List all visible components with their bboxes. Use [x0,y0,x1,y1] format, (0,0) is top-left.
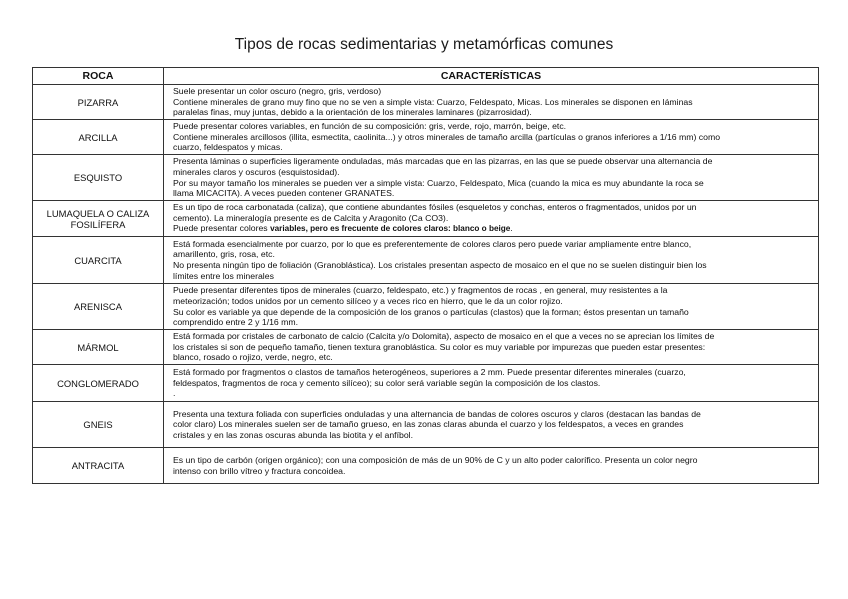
rock-description [164,402,819,448]
rock-description [164,448,819,484]
rock-name-antracita: ANTRACITA [33,448,164,484]
rock-name-gneis: GNEIS [33,402,164,448]
rock-name-lumaquela [33,201,164,237]
rocks-table [32,67,819,484]
description-line: Suele presentar un color oscuro (negro, gris, verdoso) [173,86,382,97]
header-rock: ROCA [33,68,164,85]
table-row [33,155,819,201]
rock-description [164,330,819,365]
rock-name-line: LUMAQUELA O CALIZA [46,207,150,219]
description-line: blanco, rosado o rojizo, verde, negro, etc. [173,352,333,363]
description-prefix: Puede presentar colores [173,223,271,234]
description-line: . [173,388,176,399]
description-line: Por su mayor tamaño los minerales se pueden ver a simple vista: Cuarzo, Feldespato, Mica (cuando la mica es muy abundante la roca se [173,177,704,188]
description-line: meteorización; todos unidos por un cemento silíceo y a veces rico en hierro, que le da un color rojizo. [173,295,563,306]
description-line [173,223,814,235]
rock-description [164,85,819,120]
description-line: Es un tipo de carbón (origen orgánico); con una composición de más de un 90% de C y un alto poder calorífico. Presenta un color negro [173,454,698,465]
description-line: cemento). La mineralogía presente es de Calcita y Aragonito (Ca CO3). [173,212,449,223]
description-line: Su color es variable ya que depende de la composición de los granos o partículas (clastos) que la forman; éstos presentan un tamaño [173,306,689,317]
description-line: llama MICACITA). A veces pueden contener GRANATES. [173,188,395,199]
table-row [33,237,819,284]
description-line: comprendido entre 2 y 1/16 mm. [173,317,299,328]
description-line: color claro) Los minerales suelen ser de tamaño grueso, en las zonas claras abunda el cuarzo y los feldespatos, a veces en grandes [173,419,684,430]
description-line: límites entre los minerales [173,270,274,281]
description-line: minerales claros y oscuros (esquistosidad). [173,166,340,177]
rock-description [164,237,819,284]
table-row [33,330,819,365]
description-line: Puede presentar diferentes tipos de minerales (cuarzo, feldespato, etc.) y fragmentos de rocas , en general, muy resistentes a la [173,285,668,296]
rock-name-arcilla: ARCILLA [33,120,164,155]
table-row [33,402,819,448]
description-line: Está formada por cristales de carbonato de calcio (Calcita y/o Dolomita), aspecto de mosaico en el que a veces no se aprecian los límites de [173,331,715,342]
description-line: amarillento, gris, rosa, etc. [173,249,275,260]
rock-name-line: FOSILÍFERA [70,218,126,230]
table-row [33,365,819,402]
page-title: Tipos de rocas sedimentarias y metamórficas comunes [234,36,614,53]
table-row [33,284,819,330]
description-line: Contiene minerales arcillosos (illita, esmectita, caolinita...) y otros minerales de tamaño arcilla (partículas o granos inferiores a 1/16 mm) como [173,131,721,142]
description-line: feldespatos, fragmentos de roca y cemento silíceo); su color será variable según la composición de los clastos. [173,377,601,388]
description-line: intenso con brillo vítreo y fractura concoidea. [173,465,346,476]
table-row [33,120,819,155]
rock-description [164,365,819,402]
description-bold: variables, pero es frecuente de colores claros: blanco o beige [270,224,511,234]
description-line: cristales y en las zonas oscuras abunda las biotita y el anfíbol. [173,429,414,440]
rock-name-marmol: MÁRMOL [33,330,164,365]
rock-name-pizarra: PIZARRA [33,85,164,120]
description-line: No presenta ningún tipo de foliación (Granoblástica). Los cristales presentan aspecto de mosaico en el que no se suelen distinguir bien los [173,260,707,270]
header-features: CARACTERÍSTICAS [164,68,819,85]
description-line: paralelas finas, muy juntas, debido a la orientación de los minerales laminares (pizarrosidad). [173,107,532,118]
rock-name-arenisca: ARENISCA [33,284,164,330]
description-line: Está formada esencialmente por cuarzo, por lo que es preferentemente de colores claros pero puede variar ampliamente entre blanco, [173,238,692,249]
rock-name-esquisto: ESQUISTO [33,155,164,201]
description-line: Puede presentar colores variables, en función de su composición: gris, verde, rojo, marrón, beige, etc. [173,121,567,132]
description-line: Presenta una textura foliada con superficies onduladas y una alternancia de bandas de colores oscuros y claros (destacan las bandas de [173,408,701,419]
rock-name-cuarcita: CUARCITA [33,237,164,284]
description-line: cuarzo, feldespatos y micas. [173,142,283,153]
description-line: Presenta láminas o superficies ligeramente onduladas, más marcadas que en las pizarras, en las que se puede observar una alternancia de [173,156,713,167]
description-line: los cristales si son de pequeño tamaño, tienen textura granoblástica. Su color es muy variable por impurezas que pueden estar presentes: [173,341,706,352]
table-header-row [33,68,819,85]
rock-description [164,120,819,155]
description-line: Está formado por fragmentos o clastos de tamaños heterogéneos, superiores a 2 mm. Puede presentar diferentes minerales (cuarzo, [173,367,686,378]
table-row [33,448,819,484]
description-line: Contiene minerales de grano muy fino que no se ven a simple vista: Cuarzo, Feldespato, Micas. Los minerales se disponen en láminas [173,96,693,107]
rock-description [164,201,819,237]
table-row [33,201,819,237]
description-suffix: . [510,223,513,234]
rock-description [164,284,819,330]
table-row [33,85,819,120]
rock-description [164,155,819,201]
rock-name-conglomerado: CONGLOMERADO [33,365,164,402]
description-line: Es un tipo de roca carbonatada (caliza), que contiene abundantes fósiles (esqueletos y conchas, enteros o fragmentados, unidos por un [173,202,697,213]
